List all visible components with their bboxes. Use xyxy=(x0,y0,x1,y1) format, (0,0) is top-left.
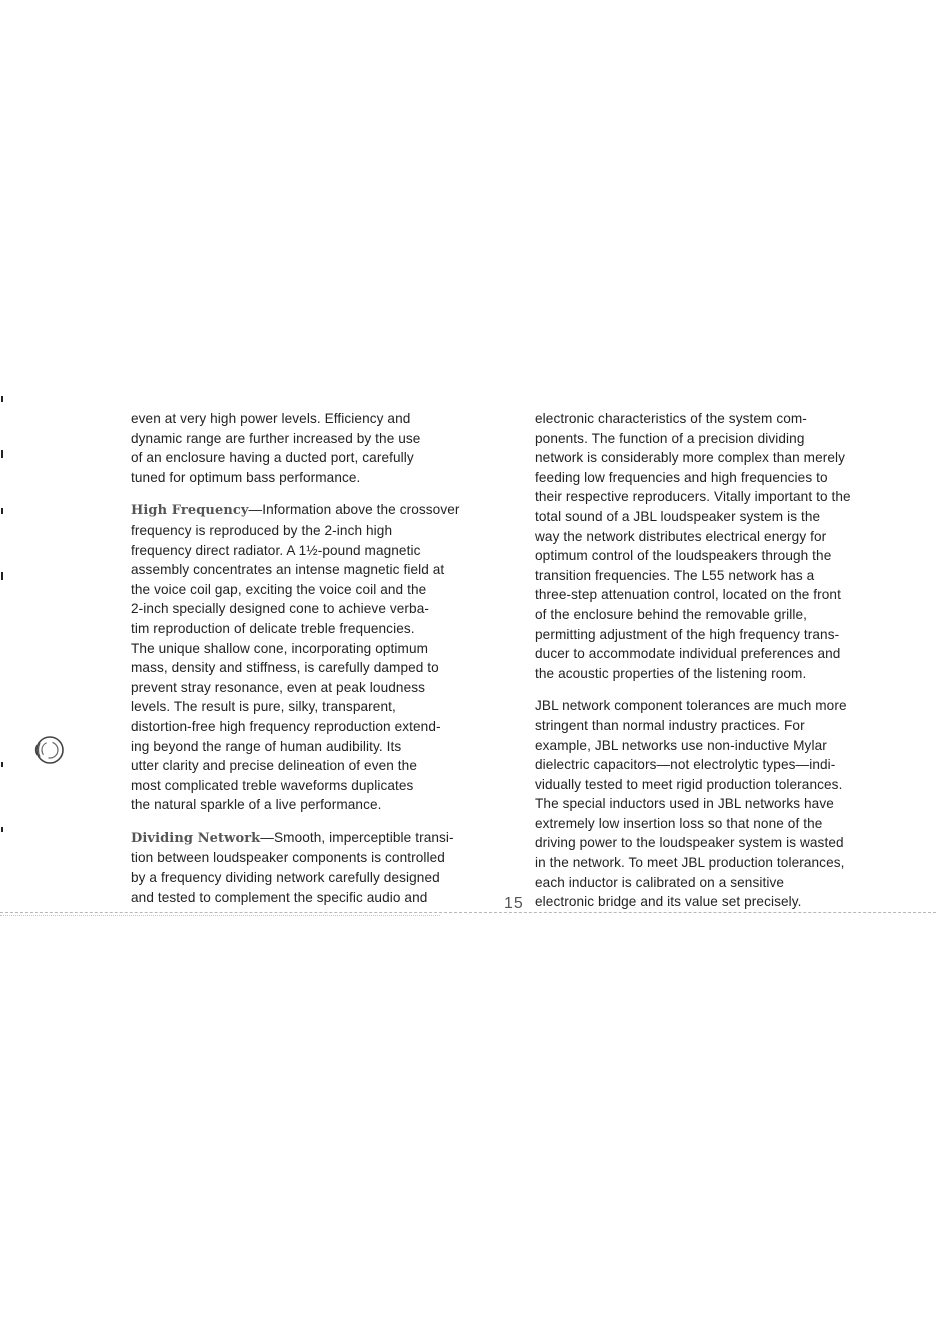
text-line: distortion-free high frequency reproduction extend- xyxy=(131,718,441,734)
section-heading-high-frequency: High Frequency xyxy=(131,503,249,519)
text-line: by a frequency dividing network carefully designed xyxy=(131,870,440,886)
text-line: JBL network component tolerances are much more xyxy=(535,698,847,714)
text-line xyxy=(131,828,501,849)
text-line: their respective reproducers. Vitally important to the xyxy=(535,489,851,505)
right-column xyxy=(535,409,907,925)
text-line: three-step attenuation control, located on the front xyxy=(535,587,841,603)
text-line: 2-inch specially designed cone to achieve verba- xyxy=(131,601,429,617)
scan-mark xyxy=(1,508,3,514)
text-line: network is considerably more complex than merely xyxy=(535,450,846,466)
scan-mark xyxy=(1,827,3,832)
text-line: ing beyond the range of human audibility. Its xyxy=(131,738,402,754)
text-line: driving power to the loudspeaker system is wasted xyxy=(535,835,844,851)
text-line: dielectric capacitors—not electrolytic types—indi- xyxy=(535,757,836,773)
paragraph-dividing-network xyxy=(131,828,501,907)
text-line: of an enclosure having a ducted port, carefully xyxy=(131,450,414,466)
text-line: levels. The result is pure, silky, transparent, xyxy=(131,699,396,715)
text-line: frequency direct radiator. A 1½-pound magnetic xyxy=(131,542,421,558)
text-line: the natural sparkle of a live performance. xyxy=(131,797,382,813)
text-line: ponents. The function of a precision dividing xyxy=(535,430,805,446)
text-line: stringent than normal industry practices. For xyxy=(535,717,805,733)
scan-mark xyxy=(1,450,3,458)
text-line: assembly concentrates an intense magnetic field at xyxy=(131,562,445,578)
text-line: of the enclosure behind the removable grille, xyxy=(535,606,808,622)
scan-mark xyxy=(1,396,3,402)
text-line: total sound of a JBL loudspeaker system is the xyxy=(535,508,821,524)
text-line: most complicated treble waveforms duplicates xyxy=(131,777,414,793)
paragraph-high-frequency xyxy=(131,500,501,815)
text-line: extremely low insertion loss so that none of the xyxy=(535,815,823,831)
paragraph-intro xyxy=(131,409,501,487)
text-line xyxy=(131,500,501,521)
scan-edge-marks xyxy=(0,390,10,840)
text-line: transition frequencies. The L55 network has a xyxy=(535,567,815,583)
text-line: even at very high power levels. Efficiency and xyxy=(131,411,411,426)
text-line: electronic bridge and its value set precisely. xyxy=(535,894,802,910)
text-line-remainder: —Information above the crossover xyxy=(248,502,460,518)
text-line: tim reproduction of delicate treble frequencies. xyxy=(131,620,415,636)
text-line: prevent stray resonance, even at peak loudness xyxy=(131,679,426,695)
text-line: feeding low frequencies and high frequencies to xyxy=(535,469,828,485)
circle-logo-icon xyxy=(32,733,66,767)
text-line: mass, density and stiffness, is carefully damped to xyxy=(131,660,439,676)
text-line: the voice coil gap, exciting the voice coil and the xyxy=(131,581,427,597)
text-line: and tested to complement the specific audio and xyxy=(131,889,428,905)
text-line: tuned for optimum bass performance. xyxy=(131,469,361,485)
text-line: each inductor is calibrated on a sensitive xyxy=(535,874,785,890)
text-line: vidually tested to meet rigid production tolerances. xyxy=(535,776,843,792)
page-number: 15 xyxy=(504,895,524,912)
text-line: dynamic range are further increased by the use xyxy=(131,430,421,446)
scan-mark xyxy=(1,572,3,580)
text-line: optimum control of the loudspeakers through the xyxy=(535,548,832,564)
text-line: The unique shallow cone, incorporating optimum xyxy=(131,640,429,656)
text-line: in the network. To meet JBL production tolerances, xyxy=(535,855,845,871)
text-line: frequency is reproduced by the 2-inch high xyxy=(131,522,393,538)
bottom-scan-line xyxy=(0,912,936,913)
text-line: utter clarity and precise delineation of even the xyxy=(131,758,418,774)
text-line: the acoustic properties of the listening room. xyxy=(535,665,807,681)
text-line: tion between loudspeaker components is controlled xyxy=(131,850,445,866)
text-line: way the network distributes electrical energy for xyxy=(535,528,827,544)
paragraph-network-function xyxy=(535,409,907,683)
bottom-scan-line xyxy=(0,915,440,916)
text-line: The special inductors used in JBL networks have xyxy=(535,796,834,812)
text-line-remainder: —Smooth, imperceptible transi- xyxy=(260,829,454,845)
left-column xyxy=(131,409,501,920)
text-line: ducer to accommodate individual preferences and xyxy=(535,646,841,662)
section-heading-dividing-network: Dividing Network xyxy=(131,830,261,846)
text-line: permitting adjustment of the high frequency trans- xyxy=(535,626,840,642)
scan-mark xyxy=(1,762,3,767)
text-line: example, JBL networks use non-inductive Mylar xyxy=(535,737,827,753)
paragraph-component-tolerances xyxy=(535,696,907,912)
text-line: electronic characteristics of the system com- xyxy=(535,411,807,426)
